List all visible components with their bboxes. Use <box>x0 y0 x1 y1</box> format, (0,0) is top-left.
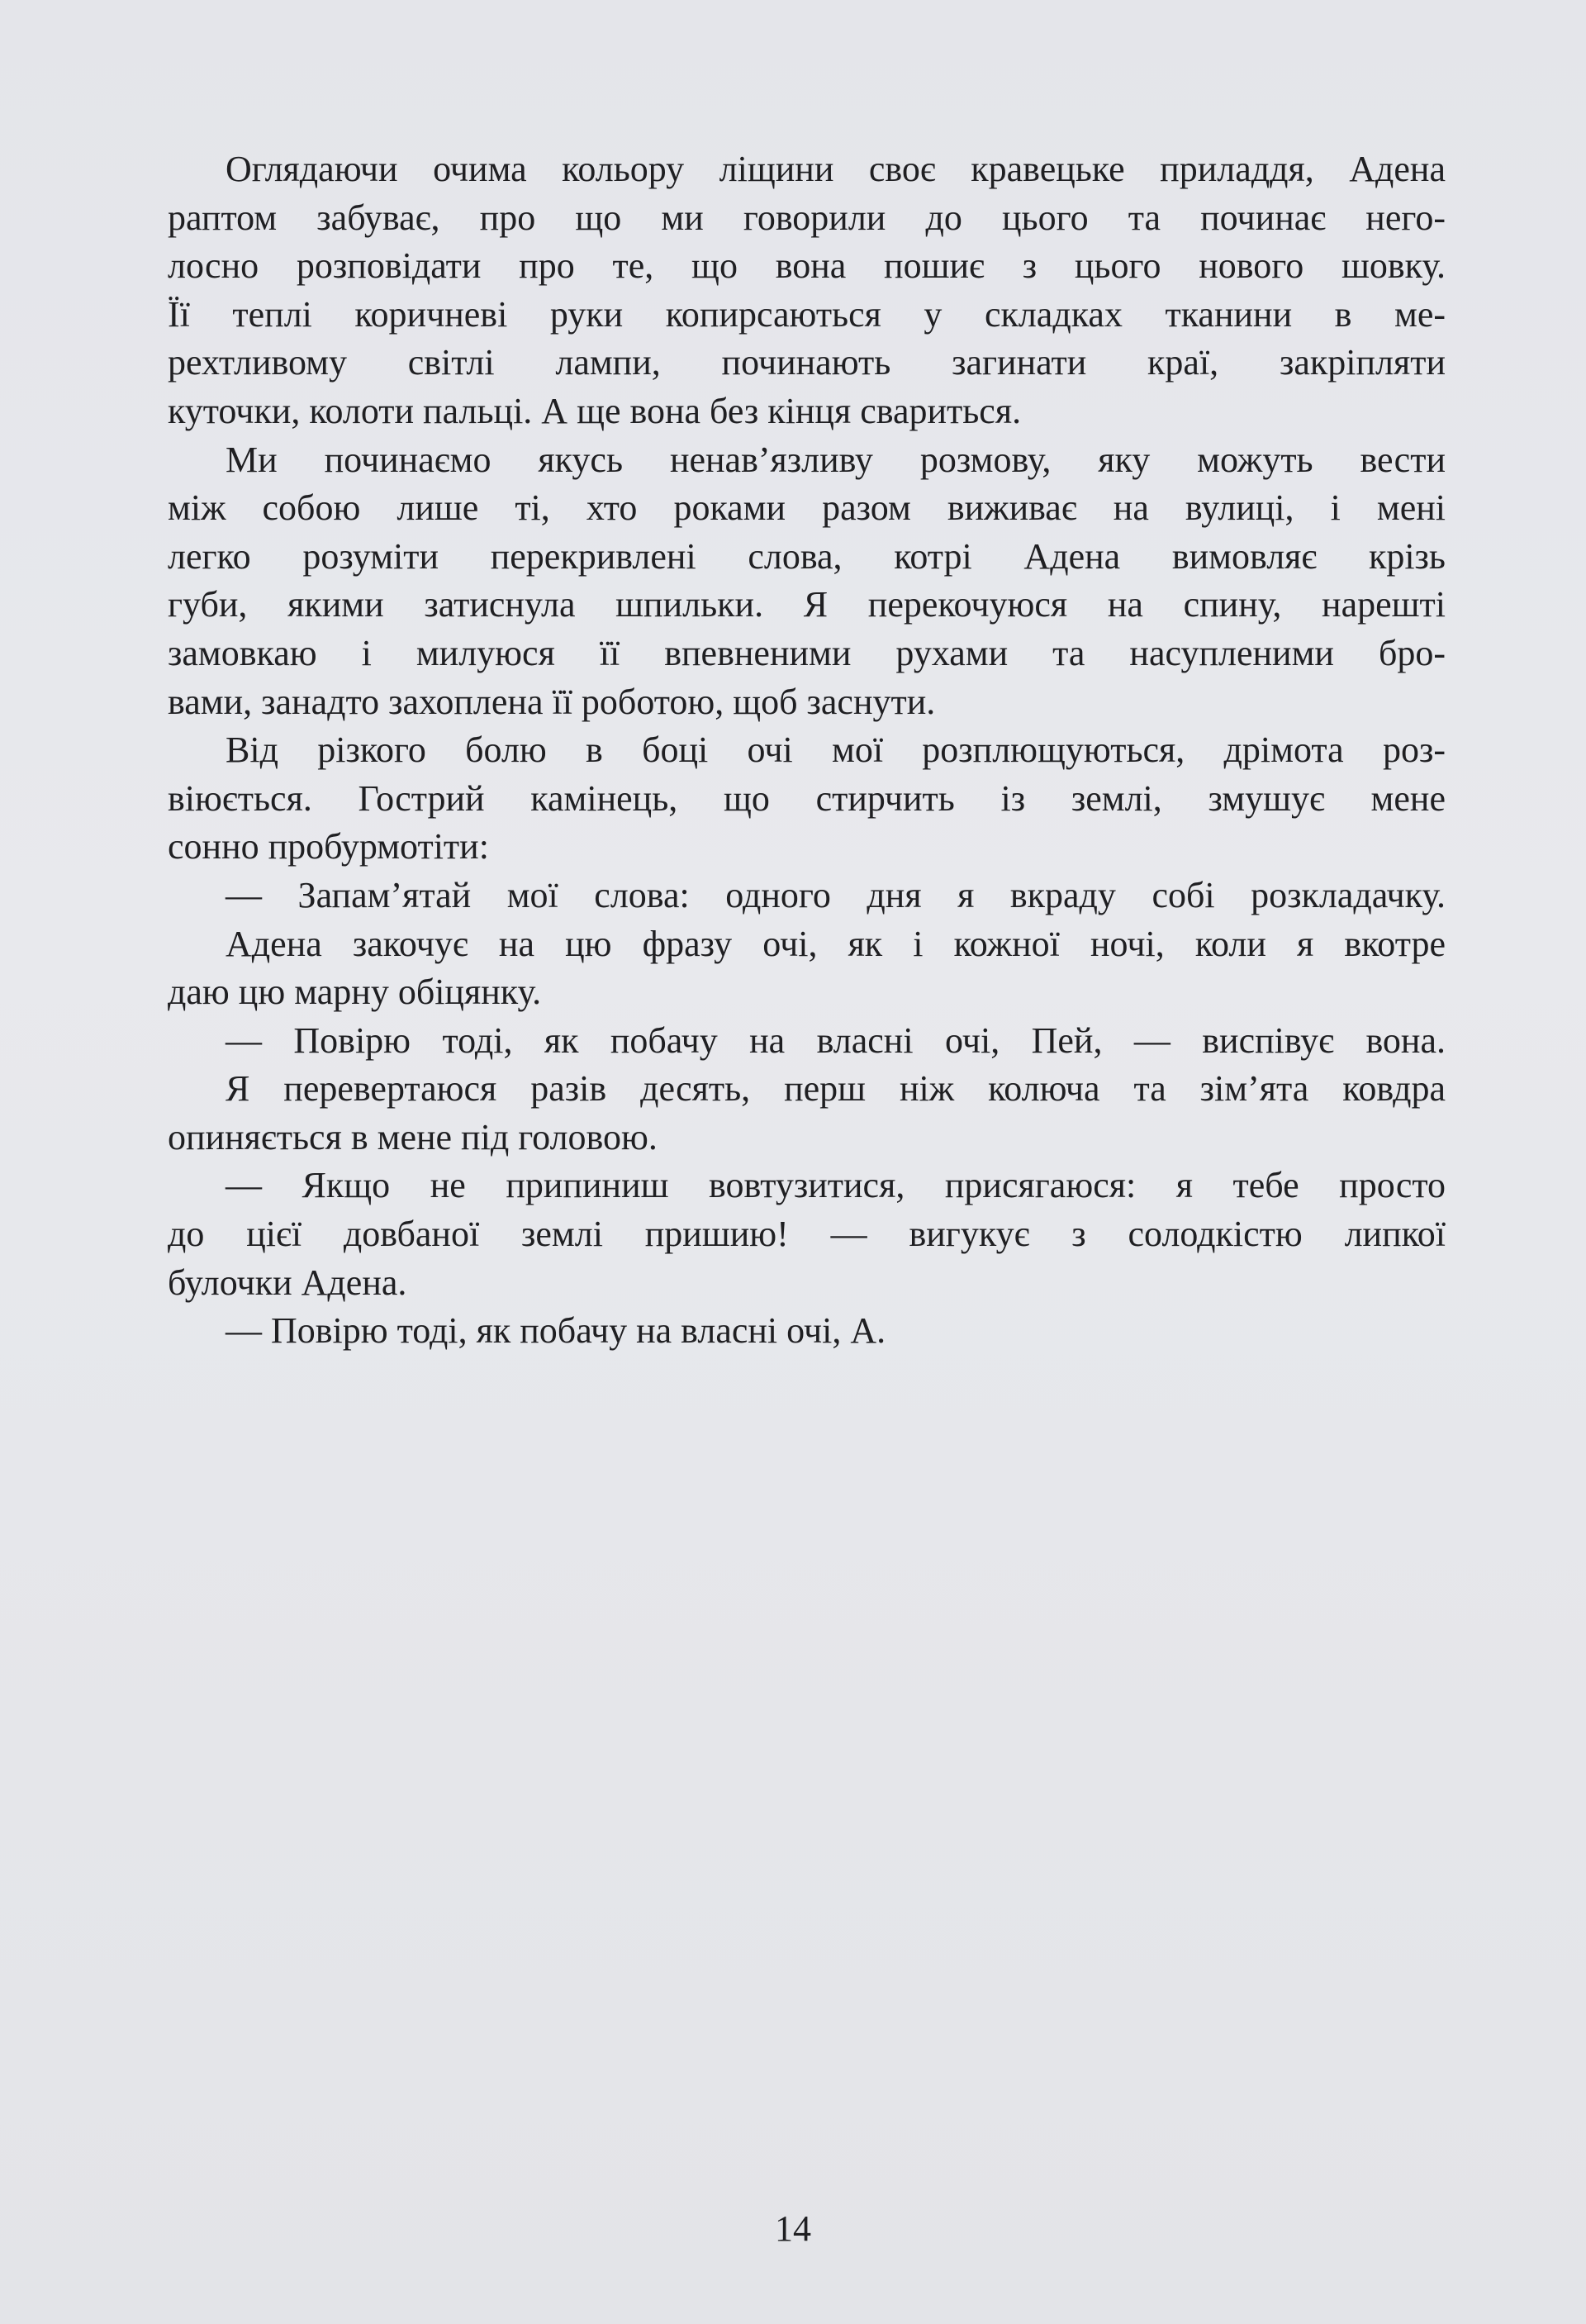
paragraph <box>168 436 1446 727</box>
text-line: лосно розповідати про те, що вона пошиє з цього нового шовку. <box>168 245 1446 287</box>
text-line: куточки, колоти пальці. А ще вона без кінця свариться. <box>168 390 1022 431</box>
text-line: даю цю марну обіцянку. <box>168 972 542 1013</box>
text-line: раптом забуває, про що ми говорили до цього та починає него- <box>168 197 1446 238</box>
paragraph <box>168 1307 1446 1356</box>
text-line: опиняється в мене під головою. <box>168 1116 658 1157</box>
text-line: — Повірю тоді, як побачу на власні очі, А. <box>226 1310 886 1352</box>
text-line: віюється. Гострий камінець, що стирчить із землі, змушує мене <box>168 777 1446 819</box>
text-line: замовкаю і милуюся її впевненими рухами та насупленими бро- <box>168 632 1446 673</box>
paragraph <box>168 145 1446 436</box>
text-line: Ми починаємо якусь ненав’язливу розмову, яку можуть вести <box>226 439 1446 480</box>
text-line: булочки Адена. <box>168 1262 407 1303</box>
paragraph <box>168 1065 1446 1162</box>
paragraph <box>168 1162 1446 1307</box>
text-line: — Запам’ятай мої слова: одного дня я вкраду собі розкладачку. <box>226 874 1446 915</box>
text-line: — Повірю тоді, як побачу на власні очі, Пей, — виспівує вона. <box>226 1019 1446 1061</box>
paragraph <box>168 920 1446 1017</box>
text-line: Її теплі коричневі руки копирсаються у складках тканини в ме- <box>168 293 1446 335</box>
text-line: губи, якими затиснула шпильки. Я перекочуюся на спину, нарешті <box>168 584 1446 625</box>
text-line: між собою лише ті, хто роками разом виживає на вулиці, і мені <box>168 487 1446 529</box>
paragraph <box>168 872 1446 920</box>
text-line: Оглядаючи очима кольору ліщини своє кравецьке приладдя, Адена <box>226 149 1446 189</box>
paragraph <box>168 726 1446 872</box>
page-body-text <box>168 145 1446 1356</box>
text-line: Від різкого болю в боці очі мої розплющуються, дрімота роз- <box>226 730 1446 771</box>
text-line: вами, занадто захоплена її роботою, щоб заснути. <box>168 681 936 722</box>
page-number: 14 <box>775 2208 811 2249</box>
text-line: легко розуміти перекривлені слова, котрі Адена вимовляє крізь <box>168 535 1446 577</box>
text-line: — Якщо не припиниш вовтузитися, присягаюся: я тебе просто <box>226 1165 1446 1206</box>
text-line: Адена закочує на цю фразу очі, як і кожної ночі, коли я вкотре <box>226 923 1446 964</box>
text-line: до цієї довбаної землі пришию! — вигукує з солодкістю липкої <box>168 1214 1446 1255</box>
text-line: сонно пробурмотіти: <box>168 826 489 867</box>
text-line: рехтливому світлі лампи, починають загинати краї, закріпляти <box>168 342 1446 383</box>
text-line: Я перевертаюся разів десять, перш ніж колюча та зім’ята ковдра <box>226 1068 1446 1110</box>
paragraph <box>168 1017 1446 1066</box>
